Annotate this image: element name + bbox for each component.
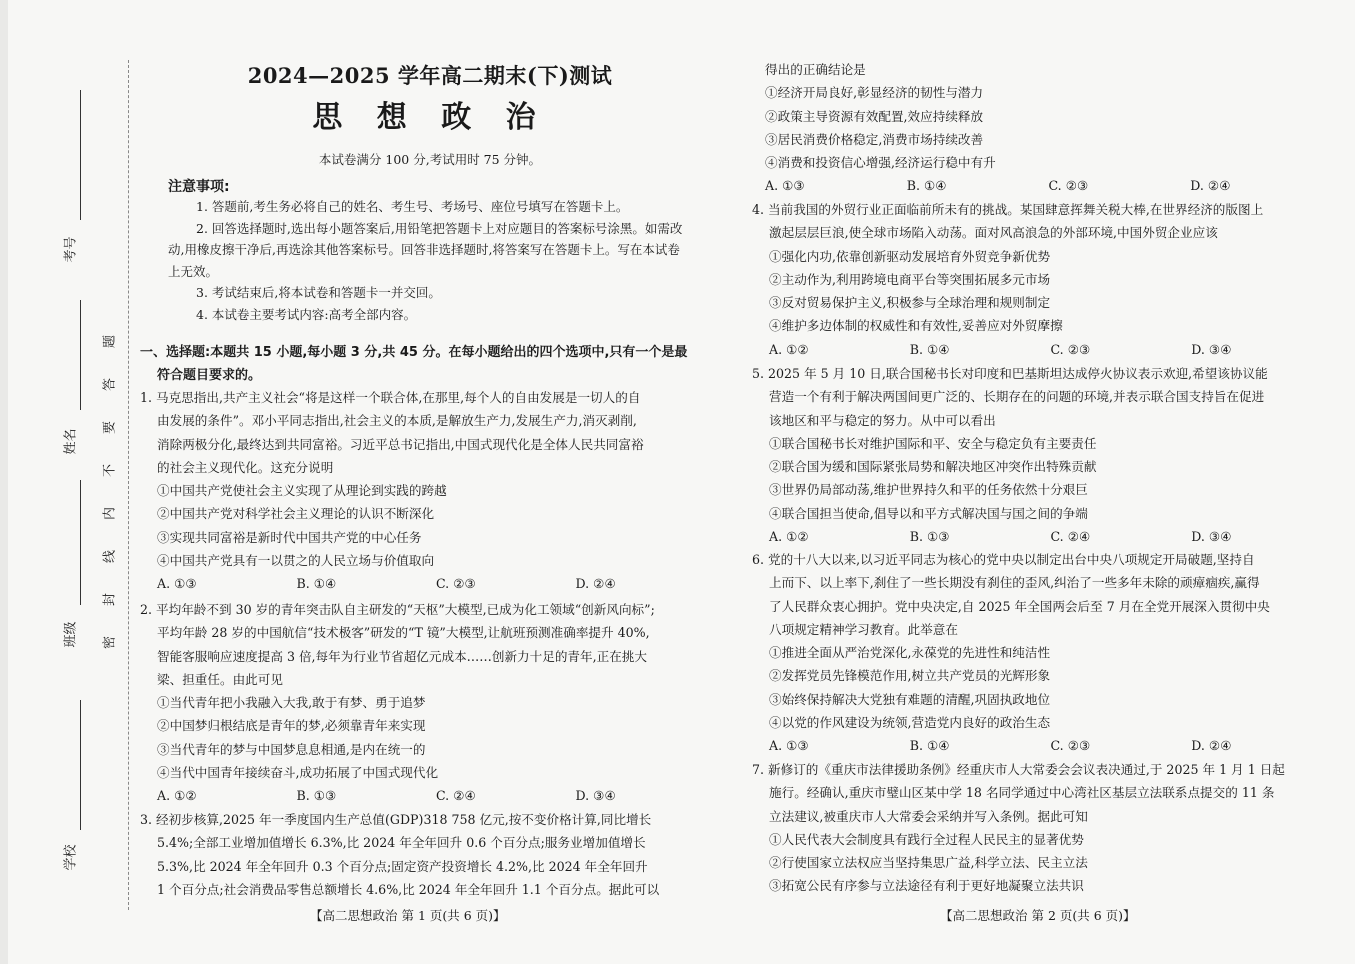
- choice-c: C. ②③: [436, 576, 476, 592]
- question-3-continued: [760, 58, 1332, 198]
- binding-strip: [10, 0, 120, 964]
- option: ④维护多边体制的权威性和有效性,妥善应对外贸摩擦: [769, 318, 1063, 334]
- page-footer-left: 【高二思想政治 第 1 页(共 6 页)】: [310, 908, 506, 923]
- seal-char: 要: [102, 421, 118, 435]
- choice-c: C. ②③: [1048, 178, 1089, 194]
- question-stem: 6. 党的十八大以来,以习近平同志为核心的党中央以制定出台中央八项规定开局破题,坚持自: [752, 552, 1255, 567]
- option: ②行使国家立法权应当坚持集思广益,科学立法、民主立法: [769, 855, 1088, 871]
- option: ④当代中国青年接续奋斗,成功拓展了中国式现代化: [157, 765, 439, 781]
- seal-char: 内: [102, 507, 118, 521]
- choice-d: D. ②④: [1191, 738, 1232, 754]
- choice-b: B. ①④: [296, 576, 337, 592]
- choice-c: C. ②④: [1050, 529, 1091, 545]
- question-stem: 上而下、以上率下,刹住了一些长期没有刹住的歪风,纠治了一些多年未除的顽瘴痼疾,赢得: [769, 575, 1260, 591]
- option: ②中国梦归根结底是青年的梦,必须靠青年来实现: [157, 718, 426, 734]
- section-heading: [140, 342, 715, 387]
- seal-char: 线: [102, 550, 118, 564]
- choice-c: C. ②④: [436, 788, 476, 804]
- choice-b: B. ①④: [909, 738, 950, 754]
- option: ③始终保持解决大党独有难题的清醒,巩固执政地位: [769, 691, 1051, 707]
- exam-info: 本试卷满分 100 分,考试用时 75 分钟。: [318, 152, 542, 167]
- seal-dashed-line: [128, 60, 129, 910]
- name-line: [80, 300, 81, 410]
- notice-item: 3. 考试结束后,将本试卷和答题卡一并交回。: [196, 285, 441, 300]
- choice-b: B. ①④: [906, 178, 947, 194]
- choice-a: A. ①②: [769, 341, 809, 357]
- question-stem: 消除两极分化,最终达到共同富裕。习近平总书记指出,中国式现代化是全体人民共同富裕: [157, 436, 644, 452]
- subject-title: 思 想 政 治: [312, 100, 548, 135]
- choice-d: D. ②④: [1190, 178, 1231, 194]
- option: ④消费和投资信心增强,经济运行稳中有升: [765, 155, 996, 171]
- question-stem: 的社会主义现代化。这充分说明: [157, 459, 334, 475]
- seal-char: 题: [102, 335, 118, 349]
- choice-a: A. ①②: [157, 788, 197, 804]
- option: ③拓宽公民有序参与立法途径有利于更好地凝聚立法共识: [769, 878, 1084, 894]
- option: ②政策主导资源有效配置,效应持续释放: [765, 108, 984, 124]
- choice-a: A. ①②: [769, 529, 809, 545]
- school-line: [80, 700, 81, 830]
- exam-no-line: [80, 90, 81, 220]
- question-stem: 该地区和平与稳定的努力。从中可以看出: [769, 412, 996, 428]
- choice-a: A. ①③: [157, 576, 197, 592]
- choice-a: A. ①③: [769, 738, 809, 754]
- choice-b: B. ①④: [909, 341, 950, 357]
- option: ②联合国为缓和国际紧张局势和解决地区冲突作出特殊贡献: [769, 459, 1097, 475]
- question-stem: 激起层层巨浪,使全球市场陷入动荡。面对风高浪急的外部环境,中国外贸企业应该: [769, 225, 1218, 241]
- name-label: 姓名: [63, 428, 79, 455]
- question-1: [140, 386, 715, 596]
- option: ②主动作为,利用跨境电商平台等突围拓展多元市场: [769, 271, 1051, 287]
- option: ③世界仍局部动荡,维护世界持久和平的任务依然十分艰巨: [769, 482, 1088, 498]
- option: ③当代青年的梦与中国梦息息相通,是内在统一的: [157, 741, 426, 757]
- notice-item: 4. 本试卷主要考试内容:高考全部内容。: [196, 306, 417, 322]
- seal-char: 封: [102, 593, 118, 607]
- question-stem: 5. 2025 年 5 月 10 日,联合国秘书长对印度和巴基斯坦达成停火协议表示欢迎,希望该协议能: [752, 366, 1268, 381]
- page-footer-right: 【高二思想政治 第 2 页(共 6 页)】: [940, 908, 1136, 923]
- question-stem: 5.4%;全部工业增加值增长 6.3%,比 2024 年全年回升 0.6 个百分点;服务业增加值增长: [157, 835, 646, 851]
- option: ④中国共产党具有一以贯之的人民立场与价值取向: [157, 553, 435, 569]
- seal-line-text: [102, 320, 118, 664]
- question-7: [752, 758, 1332, 898]
- option: ①当代青年把小我融入大我,敢于有梦、勇于追梦: [157, 695, 426, 711]
- option: ③实现共同富裕是新时代中国共产党的中心任务: [157, 529, 422, 545]
- seal-char: 密: [102, 636, 118, 650]
- option: ②中国共产党对科学社会主义理论的认识不断深化: [157, 506, 435, 522]
- option: ②发挥党员先锋模范作用,树立共产党员的光辉形象: [769, 668, 1051, 684]
- option: ①中国共产党使社会主义实现了从理论到实践的跨越: [157, 483, 447, 499]
- question-stem: 7. 新修订的《重庆市法律援助条例》经重庆市人大常委会会议表决通过,于 2025 年 1 月 1 日起: [752, 762, 1285, 777]
- option: ①联合国秘书长对维护国际和平、安全与稳定负有主要责任: [769, 435, 1097, 451]
- question-stem: 八项规定精神学习教育。此举意在: [769, 621, 958, 637]
- option: ④联合国担当使命,倡导以和平方式解决国与国之间的争端: [769, 505, 1088, 521]
- section-line: 符合题目要求的。: [157, 367, 262, 383]
- question-stem: 3. 经初步核算,2025 年一季度国内生产总值(GDP)318 758 亿元,按不变价格计算,同比增长: [140, 812, 652, 827]
- answer-choices: [752, 338, 1332, 361]
- option: ①人民代表大会制度具有践行全过程人民民主的显著优势: [769, 831, 1084, 847]
- choice-d: D. ③④: [575, 788, 616, 804]
- scan-edge: [0, 0, 8, 964]
- answer-choices: [140, 572, 715, 595]
- question-stem: 由发展的条件”。邓小平同志指出,社会主义的本质,是解放生产力,发展生产力,消灭剥削,: [157, 413, 637, 429]
- option: ①强化内功,依靠创新驱动发展培育外贸竞争新优势: [769, 248, 1051, 264]
- school-label: 学校: [63, 844, 79, 871]
- question-stem: 了人民群众衷心拥护。党中央决定,自 2025 年全国两会后至 7 月在全党开展深入贯彻中央: [769, 598, 1270, 614]
- notice-heading: 注意事项:: [168, 179, 230, 195]
- exam-no-label: 考号: [63, 236, 79, 263]
- question-stem: 1. 马克思指出,共产主义社会“将是这样一个联合体,在那里,每个人的自由发展是一切人的自: [140, 390, 641, 405]
- option: ③反对贸易保护主义,积极参与全球治理和规则制定: [769, 295, 1051, 311]
- answer-choices: [752, 525, 1332, 548]
- question-stem: 4. 当前我国的外贸行业正面临前所未有的挑战。某国肆意挥舞关税大棒,在世界经济的版图上: [752, 202, 1264, 217]
- exam-title: 2024—2025 学年高二期末(下)测试: [247, 63, 613, 88]
- question-stem: 1 个百分点;社会消费品零售总额增长 4.6%,比 2024 年全年回升 1.1 个百分点。据此可以: [157, 881, 660, 897]
- question-stem: 立法建议,被重庆市人大常委会采纳并写入条例。据此可知: [769, 808, 1088, 824]
- question-6: [752, 548, 1332, 758]
- answer-choices: [760, 174, 1332, 197]
- question-4: [752, 198, 1332, 361]
- section-line: 一、选择题:本题共 15 小题,每小题 3 分,共 45 分。在每小题给出的四个选项中,只有一个是最: [140, 345, 688, 360]
- choice-a: A. ①③: [765, 178, 805, 194]
- seal-char: 答: [102, 378, 118, 392]
- choice-d: D. ③④: [1191, 529, 1232, 545]
- choice-c: C. ②③: [1050, 341, 1091, 357]
- question-stem: 平均年龄 28 岁的中国航信“技术极客”研发的“T 镜”大模型,让航班预测准确率提升 40%,: [157, 625, 650, 641]
- option: ③居民消费价格稳定,消费市场持续改善: [765, 131, 984, 147]
- answer-choices: [140, 784, 715, 807]
- notice-item: 1. 答题前,考生务必将自己的姓名、考生号、考场号、座位号填写在答题卡上。: [196, 199, 629, 214]
- choice-d: D. ③④: [1191, 341, 1232, 357]
- question-stem: 5.3%,比 2024 年全年回升 0.3 个百分点;固定资产投资增长 4.2%,比 2024 年全年回升: [157, 858, 648, 874]
- answer-choices: [752, 734, 1332, 757]
- question-3: [140, 808, 715, 901]
- question-2: [140, 598, 715, 808]
- choice-d: D. ②④: [575, 576, 616, 592]
- question-stem: 梁、担重任。由此可见: [157, 671, 283, 687]
- option: ①推进全面从严治党深化,永葆党的先进性和纯洁性: [769, 645, 1051, 661]
- seal-char: 不: [102, 464, 118, 478]
- question-stem: 得出的正确结论是: [765, 62, 866, 77]
- question-stem: 智能客服响应速度提高 3 倍,每年为行业节省超亿元成本……创新力十足的青年,正在挑大: [157, 648, 647, 664]
- notice-item: 2. 回答选择题时,选出每小题答案后,用铅笔把答题卡上对应题目的答案标号涂黑。如需改动,用橡皮擦干净后,再选涂其他答案标号。回答非选择题时,将答案写在答题卡上。写在本试卷上无效。: [168, 220, 683, 279]
- question-5: [752, 362, 1332, 548]
- class-line: [80, 480, 81, 605]
- notice-list: [168, 196, 688, 325]
- option: ④以党的作风建设为统领,营造党内良好的政治生态: [769, 715, 1051, 731]
- class-label: 班级: [63, 621, 79, 648]
- choice-c: C. ②③: [1050, 738, 1091, 754]
- option: ①经济开局良好,彰显经济的韧性与潜力: [765, 85, 984, 101]
- choice-b: B. ①③: [909, 529, 950, 545]
- choice-b: B. ①③: [296, 788, 337, 804]
- question-stem: 2. 平均年龄不到 30 岁的青年突击队自主研发的“天枢”大模型,已成为化工领域“创新风向标”;: [140, 602, 655, 617]
- question-stem: 施行。经确认,重庆市璧山区某中学 18 名同学通过中心湾社区基层立法联系点提交的 11 条: [769, 785, 1275, 801]
- question-stem: 营造一个有利于解决两国间更广泛的、长期存在的问题的环境,并表示联合国支持旨在促进: [769, 389, 1265, 405]
